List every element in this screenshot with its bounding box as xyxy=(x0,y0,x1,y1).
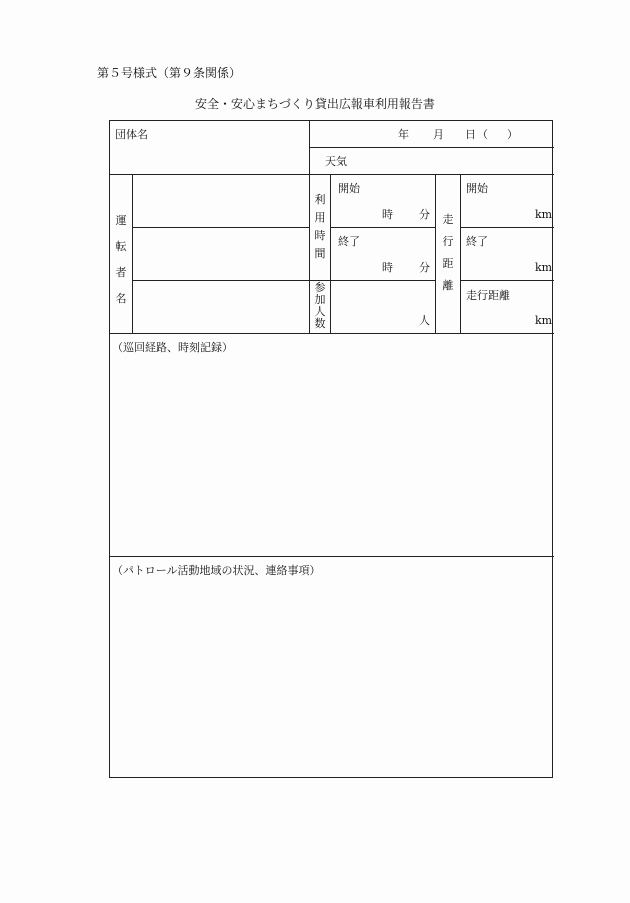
time-end-label: 終了 xyxy=(338,235,360,248)
odometer-end-unit: km xyxy=(535,261,553,274)
row-divider xyxy=(309,147,554,148)
row-divider xyxy=(132,280,309,281)
column-divider xyxy=(309,121,310,333)
row-divider xyxy=(330,227,435,228)
driver-name-label: 運 転 者 名 xyxy=(115,214,127,305)
odometer-start-label: 開始 xyxy=(466,182,488,195)
route-section-label: （巡回経路、時刻記録） xyxy=(112,341,233,354)
distance-label: 走 行 距 離 xyxy=(442,213,454,292)
date-year: 年 xyxy=(398,128,409,141)
time-start-hour-unit: 時 xyxy=(382,208,393,221)
column-divider xyxy=(460,174,461,333)
time-end-minute-unit: 分 xyxy=(419,261,430,274)
report-form xyxy=(109,120,553,778)
distance-total-label: 走行距離 xyxy=(466,289,510,302)
row-divider xyxy=(110,556,554,557)
odometer-start-unit: km xyxy=(535,208,553,221)
weekday-paren-close: ） xyxy=(507,128,518,141)
participants-label: 参 加 人 数 xyxy=(314,281,326,330)
form-number-label: 第５号様式（第９条関係） xyxy=(97,66,242,80)
odometer-end-label: 終了 xyxy=(466,235,488,248)
weather-label: 天気 xyxy=(325,155,347,168)
row-divider xyxy=(460,227,554,228)
distance-total-unit: km xyxy=(535,314,553,327)
row-divider xyxy=(110,333,554,334)
column-divider xyxy=(435,174,436,333)
column-divider xyxy=(330,174,331,333)
row-divider xyxy=(132,227,309,228)
date-month: 月 xyxy=(433,128,444,141)
patrol-section-label: （パトロール活動地域の状況、連絡事項） xyxy=(112,564,321,577)
row-divider xyxy=(110,174,554,175)
group-name-label: 団体名 xyxy=(115,128,148,141)
time-start-label: 開始 xyxy=(338,182,360,195)
weekday-paren-open: （ xyxy=(477,128,488,141)
usage-time-label: 利 用 時 間 xyxy=(314,193,326,260)
date-day: 日 xyxy=(465,128,476,141)
participants-unit: 人 xyxy=(419,314,430,327)
column-divider xyxy=(132,174,133,333)
row-divider xyxy=(460,280,554,281)
document-title: 安全・安心まちづくり貸出広報車利用報告書 xyxy=(195,97,435,111)
time-start-minute-unit: 分 xyxy=(419,208,430,221)
row-divider xyxy=(330,280,435,281)
time-end-hour-unit: 時 xyxy=(382,261,393,274)
